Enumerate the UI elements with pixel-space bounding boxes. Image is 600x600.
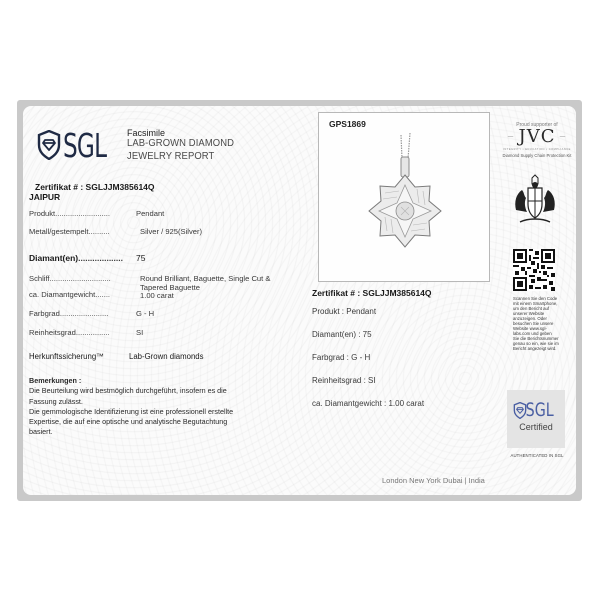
field-label: Reinheitsgrad xyxy=(29,328,76,337)
remarks-title: Bemerkungen : xyxy=(29,376,82,385)
certified-label: Certified xyxy=(519,422,553,432)
office-locations: London New York Dubai | India xyxy=(382,476,485,485)
product-photo xyxy=(318,112,490,282)
remarks-line: Die gemmologische Identifizierung ist eine professionell erstellte xyxy=(29,406,234,416)
summary-gewicht: ca. Diamantgewicht : 1.00 carat xyxy=(312,399,425,408)
remarks-line: basiert. xyxy=(29,427,53,437)
field-label: Metall/gestempelt xyxy=(29,227,89,236)
field-diamanten: Diamant(en)................... 75 xyxy=(29,253,146,263)
field-value: 1.00 carat xyxy=(140,291,174,300)
jvc-kit-label: Diamond Supply Chain Protection Kit xyxy=(502,153,572,158)
field-value: Pendant xyxy=(136,209,165,218)
field-label: Schliff xyxy=(29,274,50,283)
sgl-certified-badge xyxy=(507,390,565,448)
qr-instructions: Scannen Sie den Code mit einem Smartphone, um den Bericht auf unserer Website anzuzeigen. Oder besuchen Sie unsere Website www.sgl-labs.com und geben Sie die Berichtsnummer genau so ein, wie sie im Bericht angezeigt wird. xyxy=(513,296,559,351)
remarks-line: Die Beurteilung wird bestmöglich durchgeführt, insofern es die xyxy=(29,386,227,396)
product-code: GPS1869 xyxy=(329,119,366,129)
qr-code[interactable] xyxy=(513,249,555,291)
jvc-mark: — JVC — xyxy=(507,126,567,147)
field-metall: Metall/gestempelt.......... Silver / 925(Silver) xyxy=(29,227,203,236)
report-title xyxy=(127,130,246,163)
sgl-logo xyxy=(37,126,246,165)
summary-certificate-number: Zertifikat # : SGLJJM385614Q xyxy=(312,288,432,298)
sgl-wordmark: SGL xyxy=(63,126,107,165)
field-label: Produkt xyxy=(29,209,56,218)
field-farbgrad: Farbgrad....................... G - H xyxy=(29,309,155,318)
city-label: JAIPUR xyxy=(29,192,61,202)
field-value: Silver / 925(Silver) xyxy=(140,227,203,236)
remarks-line: Expertise, die auf eine optische und analytische Begutachtung xyxy=(29,417,228,427)
report-title-line2: JEWELRY REPORT xyxy=(127,150,215,162)
authenticated-label: AUTHENTICATED IN SGL xyxy=(510,453,564,458)
coat-of-arms-icon xyxy=(510,174,560,230)
field-herkunft xyxy=(29,352,204,361)
certificate-card xyxy=(17,100,582,501)
field-value: Round Brilliant, Baguette, Single Cut & xyxy=(140,274,271,283)
field-value-line2: Tapered Baguette xyxy=(140,283,200,292)
certificate-body xyxy=(23,106,576,495)
shield-diamond-icon xyxy=(37,130,61,160)
badge-sgl-wordmark: SGL xyxy=(525,399,555,421)
summary-reinheitsgrad: Reinheitsgrad : SI xyxy=(312,376,376,385)
pendant-image xyxy=(357,133,453,263)
certificate-number: Zertifikat # : SGLJJM385614Q xyxy=(35,182,155,192)
remarks xyxy=(29,376,299,438)
summary-farbgrad: Farbgrad : G - H xyxy=(312,353,371,362)
facsimile-label: Facsimile xyxy=(127,128,166,138)
jvc-supporter-logo xyxy=(491,122,576,158)
summary-diamanten: Diamant(en) : 75 xyxy=(312,330,372,339)
field-value: SI xyxy=(136,328,144,337)
jvc-proud-label: Proud supporter of xyxy=(516,122,558,128)
field-value: 75 xyxy=(136,253,146,263)
field-schliff: Schliff............................. Round Brilliant, Baguette, Single Cut & Tapered Baguette xyxy=(29,274,271,292)
field-label: ca. Diamantgewicht xyxy=(29,290,96,299)
summary-produkt: Produkt : Pendant xyxy=(312,307,377,316)
remarks-line: Fassung zulässt. xyxy=(29,396,83,406)
jvc-tagline: INTEGRITY • EDUCATION • COMPLIANCE xyxy=(503,148,571,151)
field-label: Farbgrad xyxy=(29,309,60,318)
field-value: Lab-Grown diamonds xyxy=(129,352,204,361)
report-title-line1: LAB-GROWN DIAMOND xyxy=(127,137,235,149)
field-gewicht: ca. Diamantgewicht....... 1.00 carat xyxy=(29,290,174,300)
field-label: Diamant(en) xyxy=(29,253,79,263)
field-value: G - H xyxy=(136,309,155,318)
field-label: Herkunftssicherung™ xyxy=(29,352,104,361)
field-produkt: Produkt.......................... Pendant xyxy=(29,209,165,218)
field-reinheitsgrad: Reinheitsgrad................ SI xyxy=(29,328,144,337)
